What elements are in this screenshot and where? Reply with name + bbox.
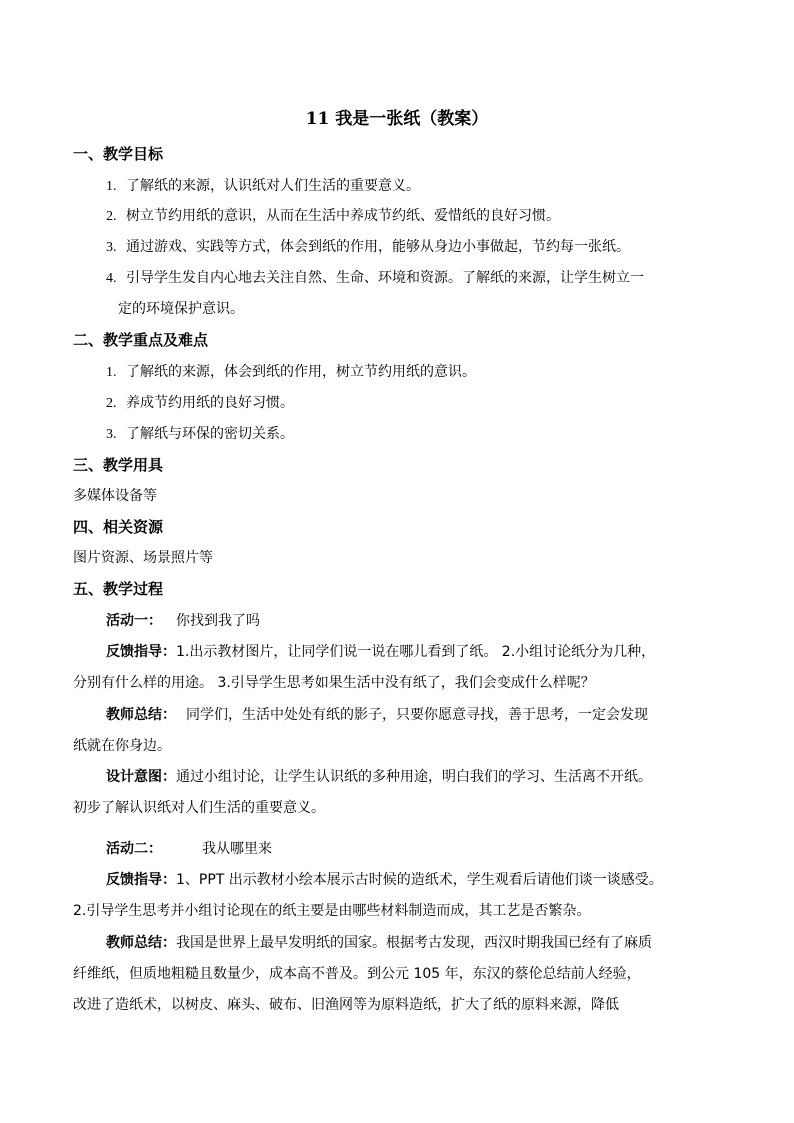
section-heading-key-points: 二、教学重点及难点 (73, 331, 209, 349)
activity-one-summary: 教师总结： 同学们，生活中处处有纸的影子，只要你愿意寻找，善于思考，一定会发现 (106, 707, 648, 723)
activity-one-intent-cont: 初步了解认识纸对人们生活的重要意义。 (73, 800, 325, 816)
list-item: 1. 了解纸的来源，体会到纸的作用，树立节约用纸的意识。 (106, 364, 476, 380)
activity-one-title: 活动一： 你找到我了吗 (106, 613, 260, 629)
section-heading-objectives: 一、教学目标 (73, 145, 164, 163)
section-text-resources: 图片资源、场景照片等 (73, 550, 213, 566)
activity-two-summary-cont: 改进了造纸术，以树皮、麻头、破布、旧渔网等为原料造纸，扩大了纸的原料来源，降低 (73, 997, 619, 1013)
activity-one-feedback-cont: 分别有什么样的用途。 3.引导学生思考如果生活中没有纸了，我们会变成什么样呢？ (73, 675, 595, 691)
activity-two-feedback: 反馈指导：1、PPT 出示教材小绘本展示古时候的造纸术，学生观看后请他们谈一谈感受。 (106, 872, 663, 888)
section-heading-tools: 三、教学用具 (73, 456, 164, 474)
section-heading-resources: 四、相关资源 (73, 518, 164, 536)
section-text-tools: 多媒体设备等 (73, 488, 157, 504)
list-item: 2. 养成节约用纸的良好习惯。 (106, 395, 294, 411)
list-item: 1. 了解纸的来源，认识纸对人们生活的重要意义。 (106, 178, 420, 194)
activity-one-intent: 设计意图：通过小组讨论，让学生认识纸的多种用途，明白我们的学习、生活离不开纸。 (106, 769, 652, 785)
activity-one-feedback: 反馈指导：1.出示教材图片，让同学们说一说在哪儿看到了纸。 2.小组讨论纸分为几种， (106, 644, 656, 660)
activity-two-feedback-cont: 2.引导学生思考并小组讨论现在的纸主要是由哪些材料制造而成，其工艺是否繁杂。 (73, 903, 591, 919)
list-item-continuation: 定的环境保护意识。 (118, 301, 244, 317)
list-item: 3. 通过游戏、实践等方式，体会到纸的作用，能够从身边小事做起，节约每一张纸。 (106, 239, 630, 255)
activity-two-summary: 教师总结：我国是世界上最早发明纸的国家。根据考古发现，西汉时期我国已经有了麻质 (106, 935, 652, 951)
list-item: 4. 引导学生发自内心地去关注自然、生命、环境和资源。了解纸的来源，让学生树立一 (106, 270, 644, 286)
page-title: 11 我是一张纸（教案） (305, 109, 489, 129)
activity-two-title: 活动二： 我从哪里来 (106, 841, 272, 857)
list-item: 3. 了解纸与环保的密切关系。 (106, 426, 294, 442)
activity-one-summary-cont: 纸就在你身边。 (73, 738, 171, 754)
activity-two-summary-cont: 纤维纸，但质地粗糙且数量少，成本高不普及。到公元 105 年，东汉的蔡伦总结前人经验， (73, 966, 641, 982)
section-heading-process: 五、教学过程 (73, 580, 164, 598)
list-item: 2. 树立节约用纸的意识，从而在生活中养成节约纸、爱惜纸的良好习惯。 (106, 208, 560, 224)
